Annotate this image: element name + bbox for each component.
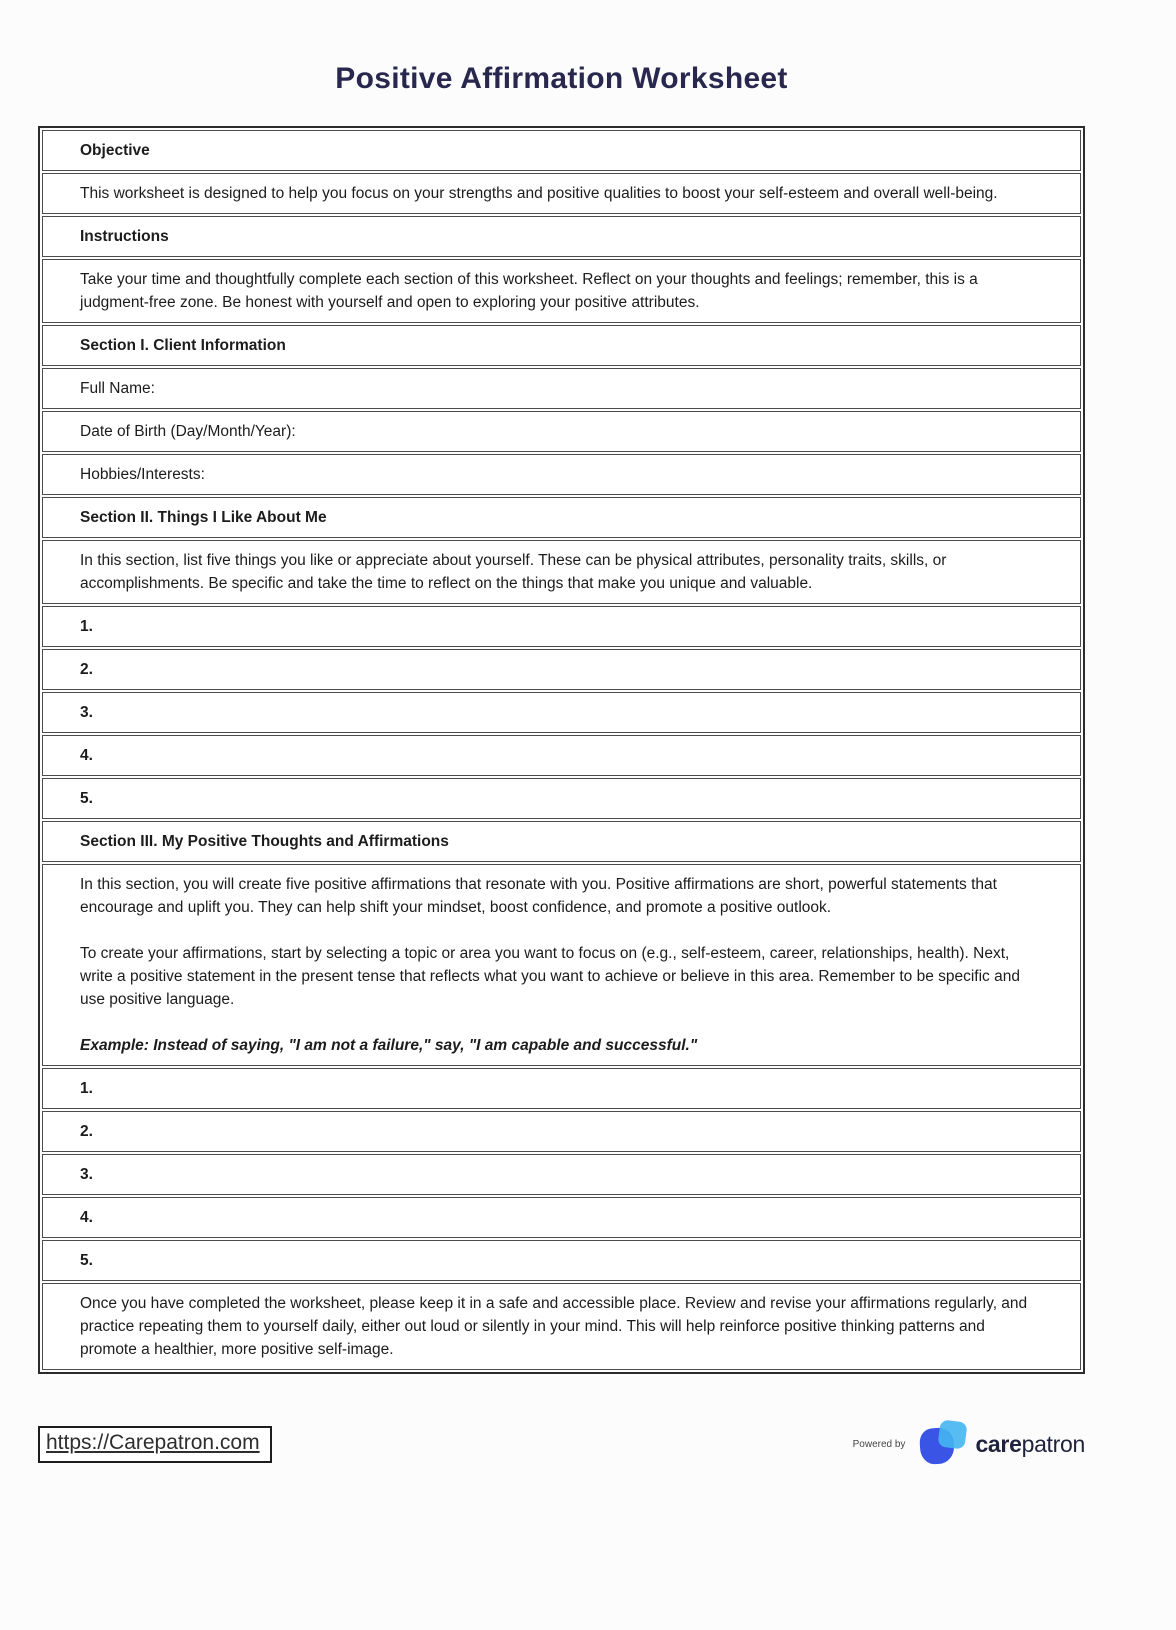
powered-by-label: Powered by	[852, 1438, 906, 1450]
objective-heading: Objective	[42, 130, 1081, 171]
section2-item-4: 4.	[42, 735, 1081, 776]
full-name-field: Full Name:	[42, 368, 1081, 409]
section3-item-3: 3.	[42, 1154, 1081, 1195]
table-row	[42, 821, 1081, 862]
table-row	[42, 735, 1081, 776]
table-row	[42, 368, 1081, 409]
section1-heading: Section I. Client Information	[42, 325, 1081, 366]
table-row	[42, 325, 1081, 366]
table-row	[42, 454, 1081, 495]
table-row	[42, 216, 1081, 257]
section2-item-5: 5.	[42, 778, 1081, 819]
section3-item-5: 5.	[42, 1240, 1081, 1281]
table-row	[42, 130, 1081, 171]
page-footer	[38, 1420, 1085, 1468]
table-row	[42, 540, 1081, 604]
section3-paragraph-1: In this section, you will create five positive affirmations that resonate with you. Positive affirmations are short, powerful statements that encourage and uplift you. They can help shift your mindset, boost confidence, and promote a positive outlook.	[80, 876, 997, 916]
worksheet-table	[38, 126, 1085, 1374]
date-of-birth-field: Date of Birth (Day/Month/Year):	[42, 411, 1081, 452]
carepatron-wordmark	[975, 1431, 1085, 1458]
section2-body: In this section, list five things you like or appreciate about yourself. These can be physical attributes, personality traits, skills, or accomplishments. Be specific and take the time to reflect on the things that make you unique and valuable.	[42, 540, 1081, 604]
table-row	[42, 1197, 1081, 1238]
table-row	[42, 692, 1081, 733]
section3-example: Example: Instead of saying, "I am not a failure," say, "I am capable and successful."	[80, 1037, 698, 1054]
table-row	[42, 1154, 1081, 1195]
table-row	[42, 1068, 1081, 1109]
section2-item-2: 2.	[42, 649, 1081, 690]
table-row	[42, 173, 1081, 214]
section3-paragraph-2: To create your affirmations, start by selecting a topic or area you want to focus on (e.g., self-esteem, career, relationships, health). Next, write a positive statement in the present tense that reflects what you want to achieve or believe in this area. Remember to be specific and use positive language.	[80, 945, 1020, 1008]
carepatron-link[interactable]: https://Carepatron.com	[38, 1426, 272, 1463]
table-row	[42, 778, 1081, 819]
wordmark-patron: patron	[1021, 1430, 1085, 1457]
table-row	[42, 864, 1081, 1066]
logo-light-blob	[938, 1419, 968, 1449]
table-row	[42, 606, 1081, 647]
objective-body: This worksheet is designed to help you focus on your strengths and positive qualities to boost your self-esteem and overall well-being.	[42, 173, 1081, 214]
instructions-heading: Instructions	[42, 216, 1081, 257]
powered-by-block	[853, 1420, 1085, 1468]
instructions-body: Take your time and thoughtfully complete each section of this worksheet. Reflect on your thoughts and feelings; remember, this is a judgment-free zone. Be honest with yourself and open to exploring your positive attributes.	[42, 259, 1081, 323]
table-row	[42, 259, 1081, 323]
table-row	[42, 1283, 1081, 1370]
section3-item-1: 1.	[42, 1068, 1081, 1109]
table-row	[42, 497, 1081, 538]
table-row	[42, 411, 1081, 452]
section3-body	[42, 864, 1081, 1066]
section3-item-2: 2.	[42, 1111, 1081, 1152]
section2-item-1: 1.	[42, 606, 1081, 647]
section3-heading: Section III. My Positive Thoughts and Affirmations	[42, 821, 1081, 862]
section2-heading: Section II. Things I Like About Me	[42, 497, 1081, 538]
wordmark-care: care	[975, 1430, 1022, 1457]
table-row	[42, 1111, 1081, 1152]
table-row	[42, 649, 1081, 690]
page-title: Positive Affirmation Worksheet	[335, 62, 788, 95]
carepatron-logo-icon	[919, 1420, 969, 1468]
worksheet-page	[38, 0, 1085, 1374]
table-row	[42, 1240, 1081, 1281]
hobbies-interests-field: Hobbies/Interests:	[42, 454, 1081, 495]
section3-item-4: 4.	[42, 1197, 1081, 1238]
closing-paragraph: Once you have completed the worksheet, please keep it in a safe and accessible place. Review and revise your affirmations regularly, and practice repeating them to yourself daily, either out loud or silently in your mind. This will help reinforce positive thinking patterns and promote a healthier, more positive self-image.	[42, 1283, 1081, 1370]
section2-item-3: 3.	[42, 692, 1081, 733]
